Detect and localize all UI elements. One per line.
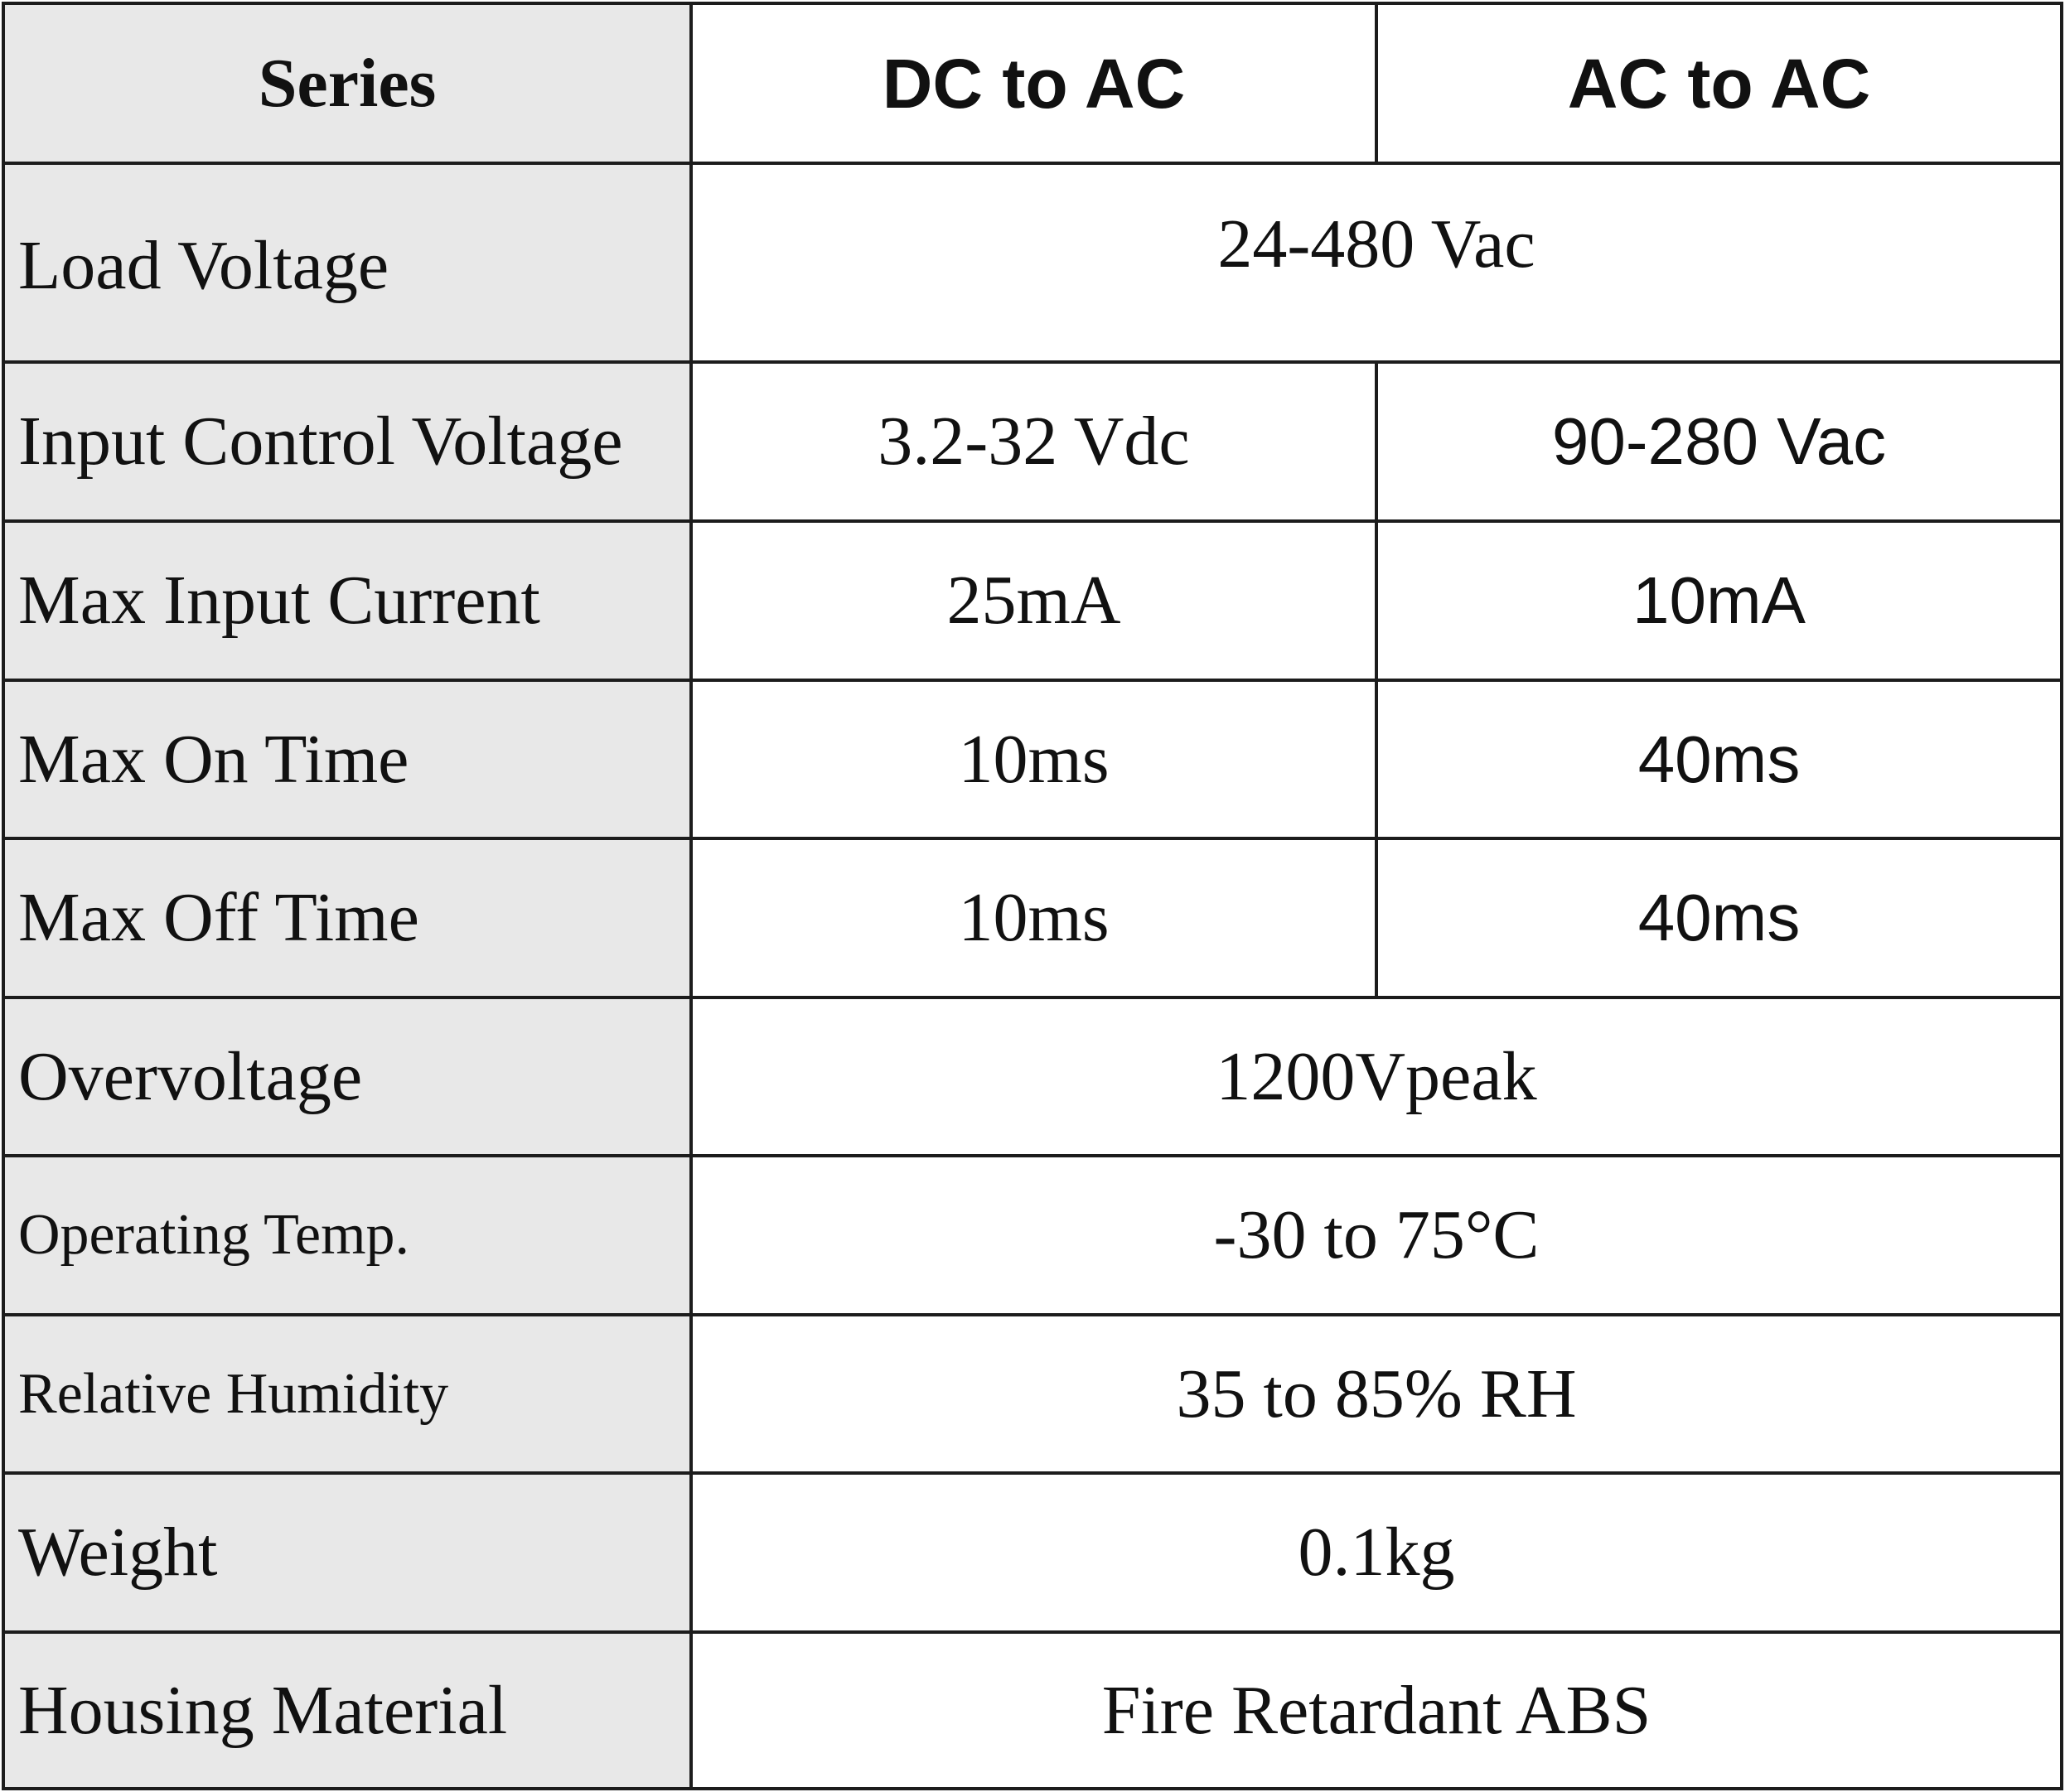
table-row	[3, 1632, 2062, 1789]
row-label-load-voltage	[3, 163, 691, 362]
table-row	[3, 680, 2062, 838]
row-label-max-input-current: Max Input Current	[3, 521, 691, 680]
table-row	[3, 163, 2062, 362]
table-row	[3, 997, 2062, 1156]
load-voltage-value	[691, 163, 2062, 362]
relative-humidity-value: 35 to 85% RH	[691, 1315, 2062, 1473]
max-on-time-ac: 40ms	[1376, 680, 2062, 838]
row-label-overvoltage: Overvoltage	[3, 997, 691, 1156]
table-row	[3, 362, 2062, 521]
max-input-current-dc: 25mA	[691, 521, 1376, 680]
max-off-time-dc: 10ms	[691, 838, 1376, 997]
input-control-voltage-ac: 90-280 Vac	[1376, 362, 2062, 521]
max-off-time-ac: 40ms	[1376, 838, 2062, 997]
max-input-current-ac: 10mA	[1376, 521, 2062, 680]
row-label-text: Load Voltage	[18, 227, 389, 304]
table-row	[3, 521, 2062, 680]
row-label-relative-humidity: Relative Humidity	[3, 1315, 691, 1473]
table-row	[3, 1315, 2062, 1473]
spec-table	[2, 2, 2063, 1790]
table-row	[3, 1156, 2062, 1315]
row-label-weight: Weight	[3, 1473, 691, 1632]
input-control-voltage-dc: 3.2-32 Vdc	[691, 362, 1376, 521]
row-label-housing-material: Housing Material	[3, 1632, 691, 1789]
cell-value-text: 24-480 Vac	[1217, 205, 1535, 283]
table-row	[3, 838, 2062, 997]
row-label-max-on-time: Max On Time	[3, 680, 691, 838]
overvoltage-value: 1200Vpeak	[691, 997, 2062, 1156]
dc-to-ac-header: DC to AC	[691, 3, 1376, 163]
series-header: Series	[3, 3, 691, 163]
row-label-input-control-voltage: Input Control Voltage	[3, 362, 691, 521]
housing-material-value: Fire Retardant ABS	[691, 1632, 2062, 1789]
header-row	[3, 3, 2062, 163]
row-label-max-off-time: Max Off Time	[3, 838, 691, 997]
ac-to-ac-header: AC to AC	[1376, 3, 2062, 163]
weight-value: 0.1kg	[691, 1473, 2062, 1632]
max-on-time-dc: 10ms	[691, 680, 1376, 838]
table-row	[3, 1473, 2062, 1632]
row-label-operating-temp: Operating Temp.	[3, 1156, 691, 1315]
operating-temp-value: -30 to 75°C	[691, 1156, 2062, 1315]
